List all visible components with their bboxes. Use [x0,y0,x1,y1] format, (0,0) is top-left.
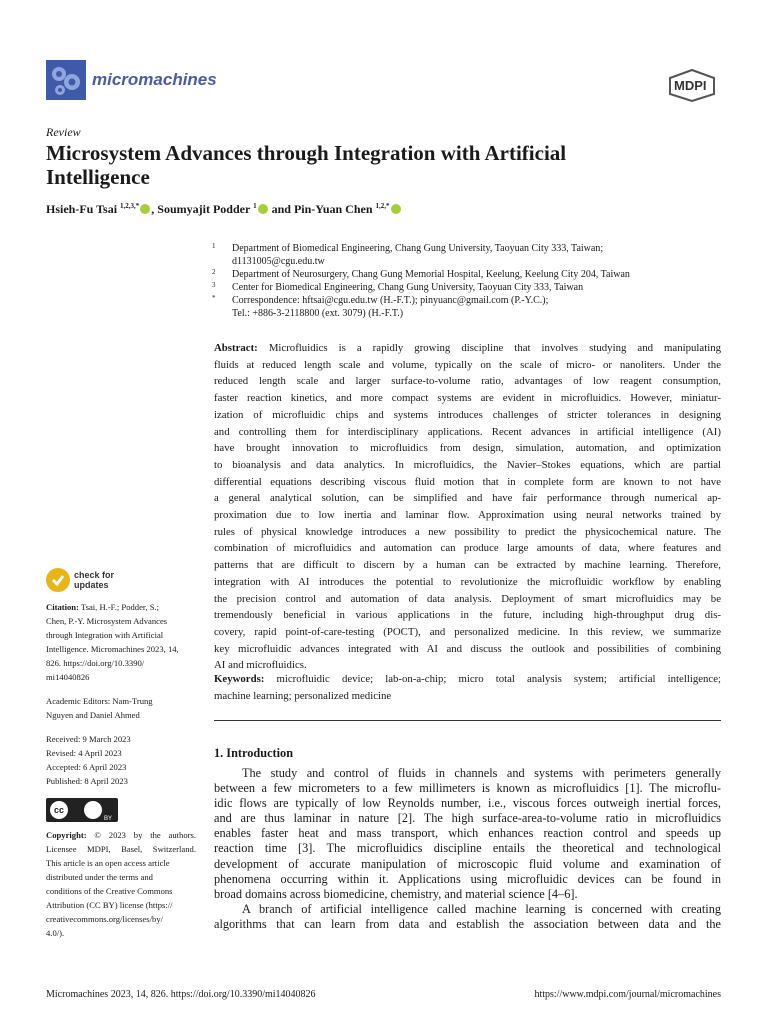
copyright-line: conditions of the Creative Commons [46,886,173,896]
keywords [214,671,721,704]
copyright-line: This article is an open access article [46,858,170,868]
footer-citation[interactable]: Micromachines 2023, 14, 826. https://doi.org/10.3390/mi14040826 [46,989,316,1000]
keywords-line: machine learning; personalized medicine [214,689,392,702]
cc-by-license-badge[interactable] [46,798,118,822]
journal-name[interactable]: micromachines [92,70,217,89]
citation-line: Chen, P.-Y. Microsystem Advances [46,616,168,626]
abstract-line: fluids at reduced length scale and volume, typically on the scale of micro- or nanoliters. Under the [214,358,721,371]
body-line: broad domains across biomedicine, chemistry, and material science [4–6]. [214,886,578,901]
affiliation-mark: 1 [212,242,216,250]
date-published: Published: 8 April 2023 [46,776,128,786]
article-title: Microsystem Advances through Integration with Artificial Intelligence [46,141,567,189]
copyright-line: distributed under the terms and [46,872,153,882]
abstract-line: ization of microfluidic chips and systems introduces challenges of stricter tolerances in designing [214,408,721,421]
citation-line: Intelligence. Micromachines 2023, 14, [46,644,179,654]
author-separator: , [151,202,158,216]
affiliations [212,242,720,320]
affiliation [212,268,720,281]
abstract-line: covery, rapid point-of-care-testing (POCT), and personalized medicine. In this review, we summarize [214,625,721,638]
affiliation [212,242,720,268]
footer-journal-link[interactable]: https://www.mdpi.com/journal/micromachines [534,989,721,1000]
abstract-line: AI and microfluidics. [214,659,307,672]
body-line: idic flows are typically of low Reynolds number, i.e., viscous forces outweigh inertial forces, [214,796,721,811]
orcid-icon[interactable] [140,204,150,214]
copyright-line[interactable]: 4.0/). [46,928,65,938]
orcid-icon[interactable] [258,204,268,214]
check-updates-line2: updates [74,580,109,590]
affiliation-mark: * [212,294,216,302]
abstract-line: to bioanalysis and data analytics. In microfluidics, the Navier–Stokes equations, which are partial [214,458,721,471]
academic-editors [46,694,196,722]
abstract-line: tremendously beneficial in various applications in the future, including high-throughput drug dis- [214,609,721,622]
article-type: Review [46,125,81,139]
affiliation-email[interactable]: d1131005@cgu.edu.tw [232,256,325,267]
by-label: BY [104,816,113,822]
author-affiliation-marks: 1 [253,202,257,210]
abstract-line: Abstract: Microfluidics is a rapidly growing discipline that involves studying and manipulating [214,342,721,354]
abstract-line: integration with AI introduces the potential to revolutionize the microfluidic workflow by enabling [214,575,721,588]
abstract-line: patterns that are difficult to discern by a human can be extracted by machine learning. Therefore, [214,559,721,572]
abstract-line: differential equations describing viscous fluid motion that in complete form are known to not have [214,475,721,488]
abstract-line: rules of physical knowledge introduces a new possibility to predict the physicochemical nature. The [214,525,721,538]
article-dates [46,732,196,788]
copyright-line[interactable]: Attribution (CC BY) license (https:// [46,900,173,910]
author-conjunction: and [268,202,294,216]
affiliation-line: Department of Biomedical Engineering, Chang Gung University, Taoyuan City 333, Taiwan; [232,243,604,254]
abstract-line: faster reaction kinetics, and more compact systems are evident in microfluidics. However, miniatur- [214,392,721,405]
body-line: between a few micrometers to a few millimeters is known as microfluidics [1]. The microflu- [214,781,721,796]
abstract-line: and controlling them for interdisciplinary applications. Recent advances in artificial intelligence (AI) [214,425,721,438]
copyright-line: Copyright: © 2023 by the authors. [46,830,196,840]
keywords-line: Keywords: microfluidic device; lab-on-a-chip; micro total analysis system; artificial intelligence; [214,673,721,685]
abstract-line: combination of microfluidics and automation can produce large amounts of data, where features and [214,542,721,555]
body-line: algorithms that can learn from data and establish the association between data and the [214,916,721,931]
check-for-updates-badge[interactable] [46,568,166,594]
section-heading: 1. Introduction [214,746,294,760]
body-text [214,766,721,932]
copyright-line: Licensee MDPI, Basel, Switzerland. [46,844,196,854]
check-updates-icon [46,568,70,592]
citation-label: Citation: [46,602,79,612]
author-affiliation-marks: 1,2,* [375,202,390,210]
check-updates-line1: check for [74,570,115,580]
body-line: The study and control of fluids in channels and systems with perimeters generally [242,766,721,780]
mdpi-logo[interactable] [666,68,718,102]
affiliation-line: Department of Neurosurgery, Chang Gung Memorial Hospital, Keelung, Keelung City 204, Taiwan [232,269,630,280]
correspondence [212,294,720,320]
check-updates-text [74,570,114,590]
body-line: phenomena occurring within it. Applications using microfluidic devices can be found in [214,871,721,886]
abstract [214,340,721,674]
author-affiliation-marks: 1,2,3,* [120,202,140,210]
abstract-label: Abstract: [214,342,258,354]
body-line: A branch of artificial intelligence called machine learning is concerned with creating [242,901,721,916]
affiliation-mark: 3 [212,281,216,289]
date-accepted: Accepted: 6 April 2023 [46,762,127,772]
correspondence-line[interactable]: Correspondence: hftsai@cgu.edu.tw (H.-F.T.); pinyuanc@gmail.com (P.-Y.C.); [232,295,549,306]
affiliation [212,281,720,294]
abstract-line: have brought innovation to microfluidics from design, simulation, automation, and optimization [214,442,721,455]
section-divider [214,720,721,721]
cc-icon: cc [50,801,68,819]
abstract-line: proximation due to low inertia and laminar flow. Approximation using neural networks trained by [214,509,721,522]
author-list [46,202,402,217]
author-name[interactable]: Hsieh-Fu Tsai [46,202,118,216]
abstract-line: a general analytical solution, can be simplified and have fair performance through numerical ap- [214,492,721,505]
abstract-line: the precision control and automation of data analysis. Deployment of smart microfluidics may be [214,592,721,605]
citation-doi-link[interactable]: mi14040826 [46,672,90,682]
orcid-icon[interactable] [391,204,401,214]
author-name[interactable]: Soumyajit Podder [157,202,251,216]
body-line: reaction time [3]. The microfluidics discipline entails the theoretical and technological [214,841,721,856]
citation [46,600,196,684]
person-icon [84,801,102,819]
date-revised: Revised: 4 April 2023 [46,748,122,758]
citation-line: through Integration with Artificial [46,630,164,640]
body-line: and are thus laminar in nature [2]. The high surface-area-to-volume ratio in microfluidics [214,811,721,826]
mdpi-logo-text: MDPI [674,78,707,93]
citation-doi-link[interactable]: 826. https://doi.org/10.3390/ [46,658,145,668]
copyright-label: Copyright: [46,830,87,840]
editors-line: Nguyen and Daniel Ahmed [46,710,140,720]
body-line: enables faster heat and mass transport, which enhances reaction control and speeds up [214,826,721,841]
correspondence-phone: Tel.: +886-3-2118800 (ext. 3079) (H.-F.T.) [232,308,404,319]
abstract-line: key microfluidic advances integrated with AI and discuss the outlook and possibilities of combining [214,642,721,655]
date-received: Received: 9 March 2023 [46,734,131,744]
citation-line: Citation: Tsai, H.-F.; Podder, S.; [46,602,160,612]
article-info-sidebar [46,600,196,940]
keywords-label: Keywords: [214,673,265,685]
affiliation-line: Center for Biomedical Engineering, Chang Gung University, Taoyuan City 333, Taiwan [232,282,584,293]
copyright [46,828,196,940]
body-line: development of accurate manipulation of microscopic fluid volume and examination of [214,856,721,871]
author-name[interactable]: Pin-Yuan Chen [293,202,373,216]
copyright-line[interactable]: creativecommons.org/licenses/by/ [46,914,164,924]
journal-gears-logo [46,60,86,100]
affiliation-mark: 2 [212,268,216,276]
editors-line: Academic Editors: Nam-Trung [46,696,153,706]
abstract-line: reduced length scale and larger surface-to-volume ratio, advantages of low reagent consumption, [214,375,721,388]
